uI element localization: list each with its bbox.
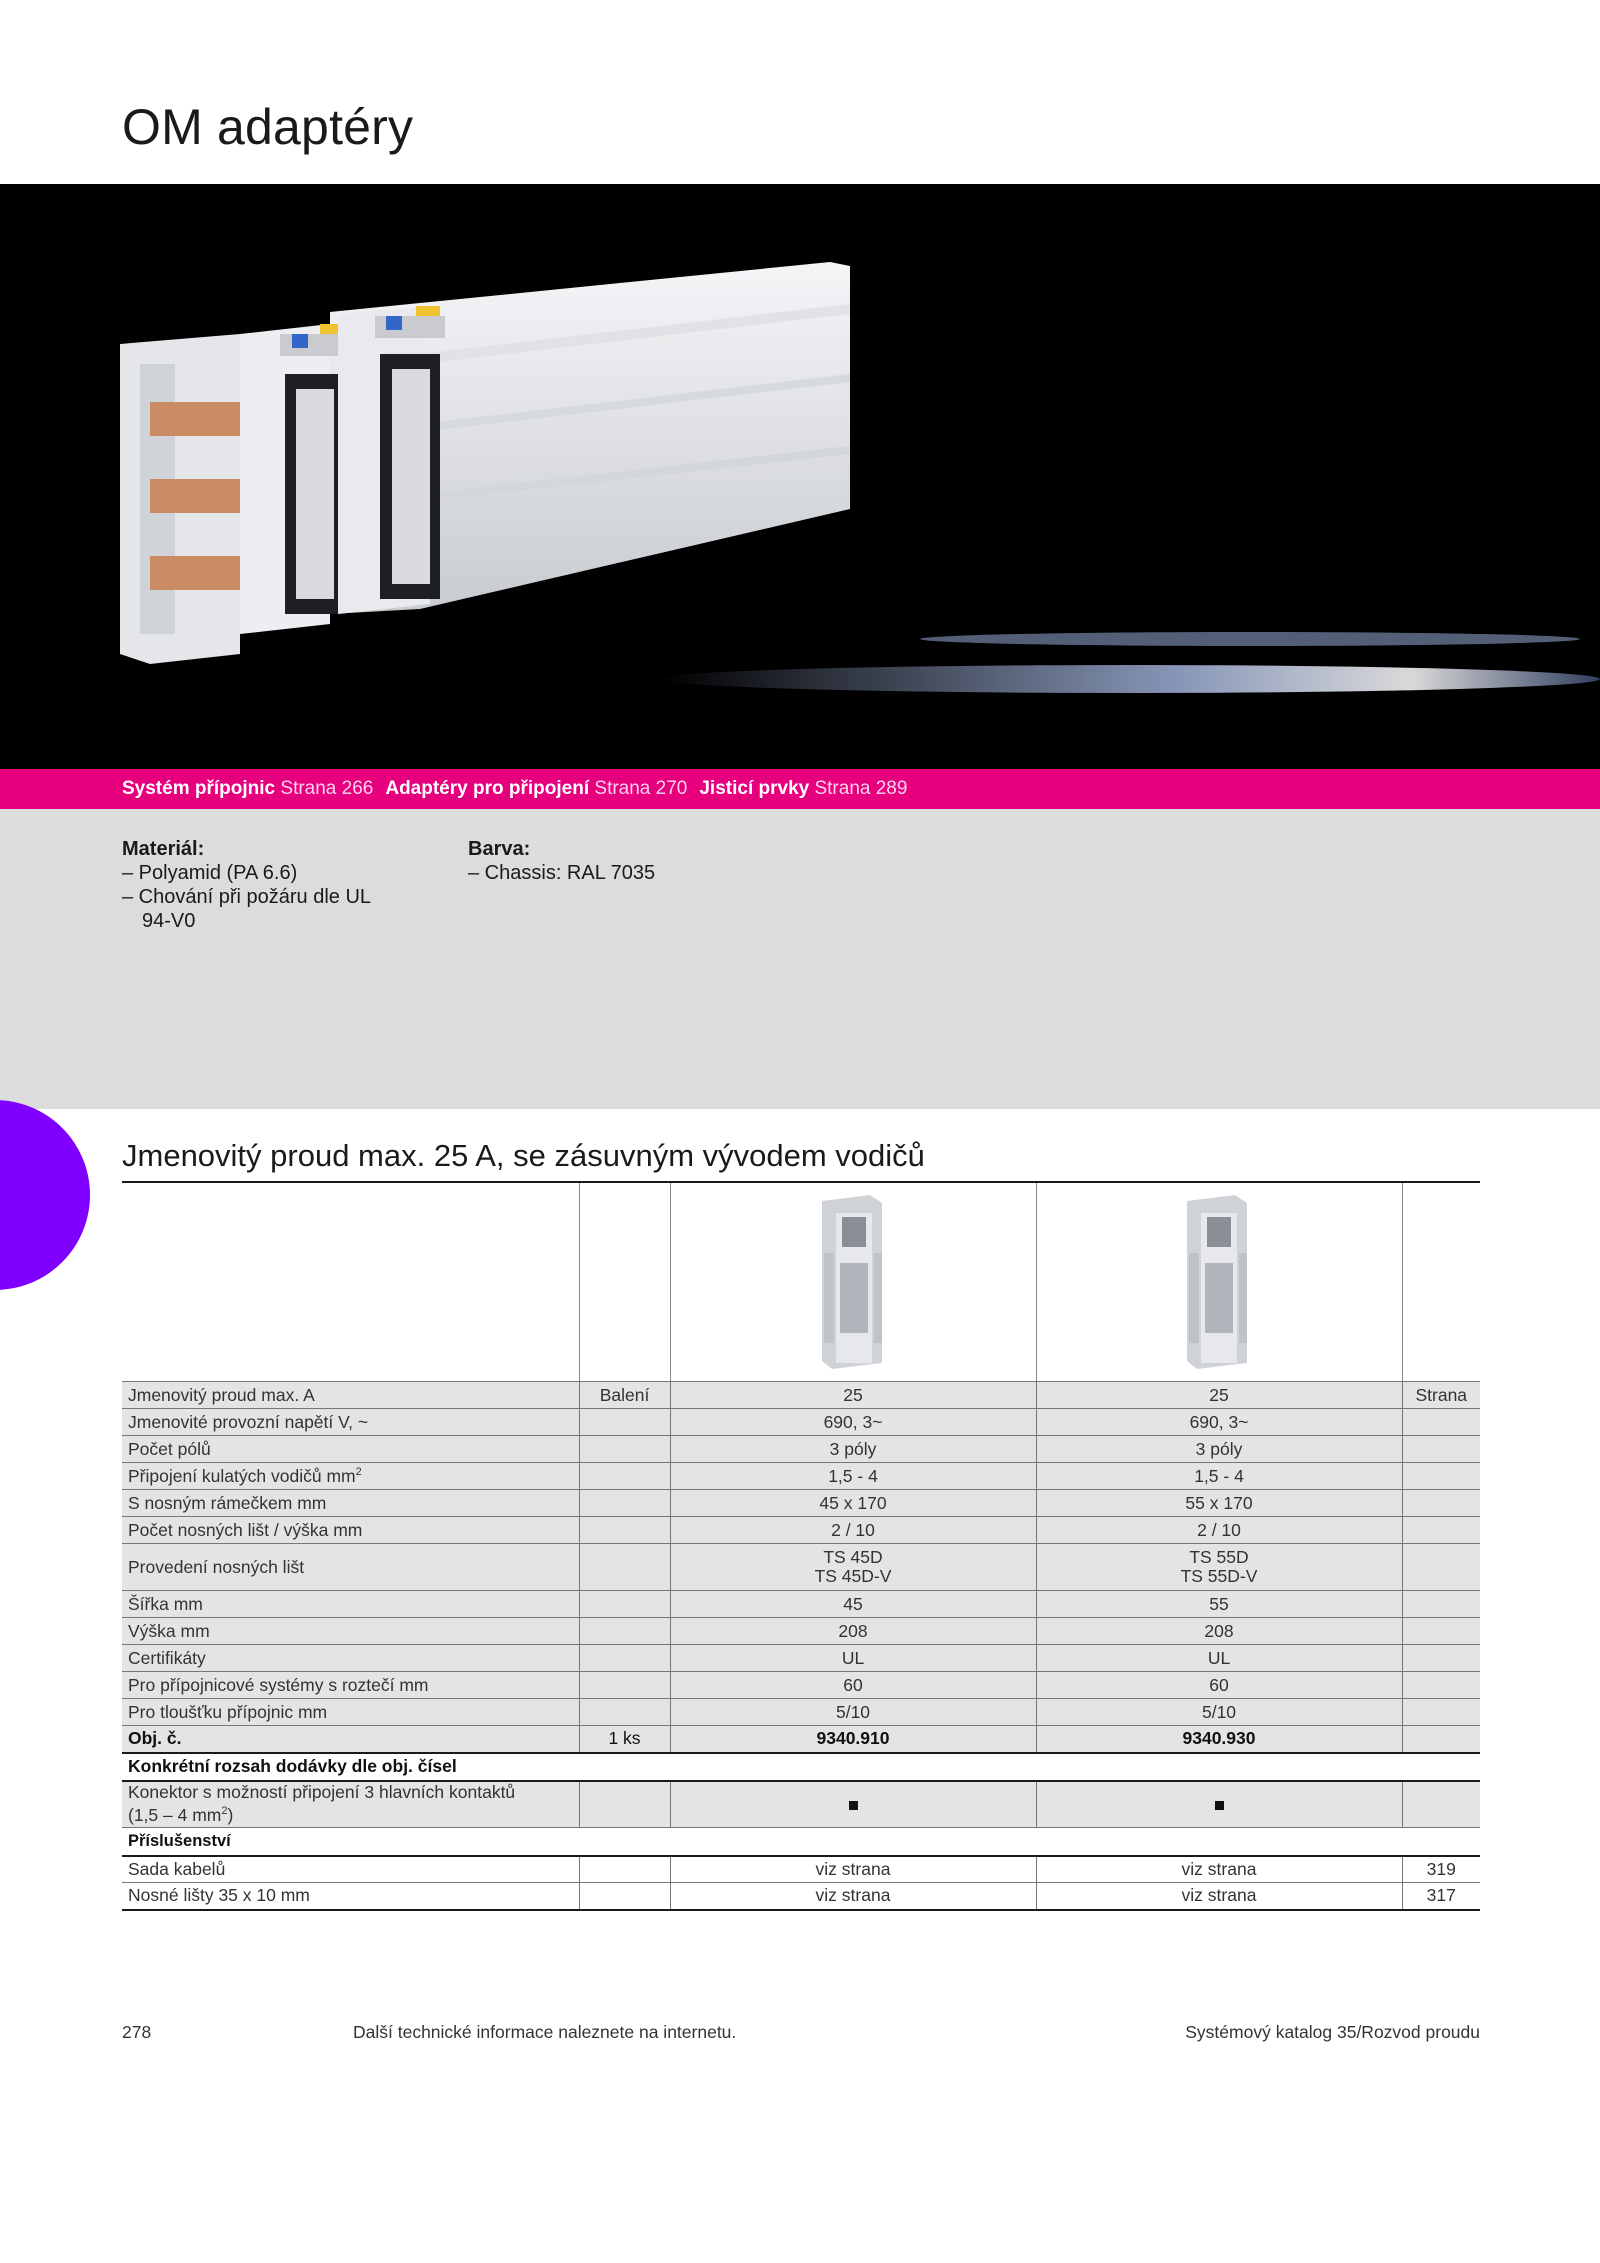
material-item: – Chování při požáru dle UL 94-V0	[122, 886, 371, 932]
table-row	[122, 1883, 1480, 1910]
row-label: S nosným rámečkem mm	[122, 1490, 579, 1517]
row-label	[122, 1781, 579, 1828]
color-heading: Barva:	[468, 838, 531, 860]
page-cell	[1402, 1699, 1480, 1726]
page-cell	[1402, 1726, 1480, 1753]
value-cell: 5/10	[1036, 1699, 1402, 1726]
page-cell	[1402, 1517, 1480, 1544]
value-cell: 208	[670, 1618, 1036, 1645]
row-label-part: (1,5 – 4 mm	[128, 1805, 222, 1826]
value-cell: UL	[670, 1645, 1036, 1672]
included-square-icon	[849, 1801, 858, 1810]
value-cell: 3 póly	[670, 1436, 1036, 1463]
value-cell: 55 x 170	[1036, 1490, 1402, 1517]
value-line: TS 45D	[823, 1547, 883, 1567]
nav-link-label: Adaptéry pro připojení	[385, 778, 590, 799]
value-cell	[670, 1544, 1036, 1591]
value-cell: 45 x 170	[670, 1490, 1036, 1517]
value-cell: 5/10	[670, 1699, 1036, 1726]
value-cell: 2 / 10	[1036, 1517, 1402, 1544]
pack-cell	[579, 1672, 670, 1699]
related-pages-bar	[0, 769, 1600, 809]
pack-cell	[579, 1409, 670, 1436]
value-cell: 2 / 10	[670, 1517, 1036, 1544]
value-line: TS 55D	[1189, 1547, 1249, 1567]
page-cell	[1402, 1409, 1480, 1436]
row-label-text	[128, 1802, 573, 1825]
value-cell: 1,5 - 4	[670, 1463, 1036, 1490]
order-number: 9340.910	[670, 1726, 1036, 1753]
page-cell	[1402, 1591, 1480, 1618]
pack-cell	[579, 1699, 670, 1726]
row-label: Jmenovité provozní napětí V, ~	[122, 1409, 579, 1436]
pack-cell	[579, 1645, 670, 1672]
footer-note: Další technické informace naleznete na internetu.	[353, 2022, 737, 2042]
accessories-heading-row	[122, 1828, 1480, 1856]
product-image-9340910	[812, 1193, 892, 1373]
pack-cell	[579, 1618, 670, 1645]
table-row	[122, 1517, 1480, 1544]
row-label: Certifikáty	[122, 1645, 579, 1672]
pack-cell	[579, 1517, 670, 1544]
row-label-part: )	[227, 1805, 234, 1826]
see-page-link[interactable]: viz strana	[1036, 1883, 1402, 1910]
row-label: Výška mm	[122, 1618, 579, 1645]
value-cell: 25	[1036, 1382, 1402, 1409]
table-row	[122, 1645, 1480, 1672]
value-cell: UL	[1036, 1645, 1402, 1672]
order-number: 9340.930	[1036, 1726, 1402, 1753]
unit-superscript: 2	[355, 1465, 362, 1478]
row-label: Počet nosných lišt / výška mm	[122, 1517, 579, 1544]
pack-cell: 1 ks	[579, 1726, 670, 1753]
row-label-text: Připojení kulatých vodičů mm	[128, 1465, 356, 1486]
page-cell	[1402, 1672, 1480, 1699]
color-column	[468, 837, 768, 885]
value-line: TS 45D-V	[814, 1566, 892, 1586]
page-cell	[1402, 1490, 1480, 1517]
page-cell	[1402, 1618, 1480, 1645]
see-page-link[interactable]: viz strana	[1036, 1856, 1402, 1883]
pack-cell	[579, 1856, 670, 1883]
table-row	[122, 1409, 1480, 1436]
row-label: Pro tloušťku přípojnic mm	[122, 1699, 579, 1726]
nav-link-system-pripojnic[interactable]	[122, 778, 373, 800]
column-divider	[1036, 1183, 1037, 1381]
accessories-heading: Příslušenství	[122, 1828, 1480, 1856]
color-item: – Chassis: RAL 7035	[468, 862, 656, 884]
row-label: Jmenovitý proud max. A	[122, 1382, 579, 1409]
material-item: – Polyamid (PA 6.6)	[122, 862, 298, 884]
pack-cell	[579, 1544, 670, 1591]
table-row	[122, 1490, 1480, 1517]
table-row	[122, 1382, 1480, 1409]
scope-heading: Konkrétní rozsah dodávky dle obj. čísel	[122, 1753, 1480, 1781]
catalog-name: Systémový katalog 35/Rozvod proudu	[1185, 2022, 1480, 2042]
page-cell	[1402, 1544, 1480, 1591]
pack-cell	[579, 1463, 670, 1490]
nav-link-label: Jisticí prvky	[699, 778, 810, 799]
table-row	[122, 1699, 1480, 1726]
pack-cell	[579, 1436, 670, 1463]
table-row	[122, 1544, 1480, 1591]
value-cell: 208	[1036, 1618, 1402, 1645]
value-cell: 690, 3~	[670, 1409, 1036, 1436]
nav-link-adaptery[interactable]	[385, 778, 687, 800]
value-cell: 60	[1036, 1672, 1402, 1699]
nav-link-page: Strana 289	[814, 778, 908, 799]
page-cell: 319	[1402, 1856, 1480, 1883]
product-info-block	[0, 809, 1600, 1109]
nav-link-page: Strana 266	[280, 778, 374, 799]
page-title: OM adaptéry	[122, 99, 414, 155]
page-cell	[1402, 1645, 1480, 1672]
pack-cell	[579, 1591, 670, 1618]
column-divider	[579, 1183, 580, 1381]
table-row	[122, 1591, 1480, 1618]
material-column	[122, 837, 382, 933]
value-cell: 55	[1036, 1591, 1402, 1618]
row-label	[122, 1463, 579, 1490]
row-label: Pro přípojnicové systémy s roztečí mm	[122, 1672, 579, 1699]
scope-heading-row	[122, 1753, 1480, 1781]
material-heading: Materiál:	[122, 838, 205, 860]
row-label: Obj. č.	[122, 1726, 579, 1753]
table-row	[122, 1463, 1480, 1490]
pack-cell: Balení	[579, 1382, 670, 1409]
see-page-link[interactable]: viz strana	[670, 1856, 1036, 1883]
row-label: Sada kabelů	[122, 1856, 579, 1883]
product-image-9340930	[1177, 1193, 1257, 1373]
value-line: TS 55D-V	[1180, 1566, 1258, 1586]
row-label: Nosné lišty 35 x 10 mm	[122, 1883, 579, 1910]
value-cell: 45	[670, 1591, 1036, 1618]
value-cell: 25	[670, 1382, 1036, 1409]
table-row	[122, 1436, 1480, 1463]
order-number-row	[122, 1726, 1480, 1753]
product-image-row	[122, 1183, 1480, 1381]
hero-product-image	[0, 184, 1600, 769]
section-title: Jmenovitý proud max. 25 A, se zásuvným vývodem vodičů	[122, 1138, 925, 1173]
included-square-icon	[1215, 1801, 1224, 1810]
row-label: Počet pólů	[122, 1436, 579, 1463]
row-label: Provedení nosných lišt	[122, 1544, 579, 1591]
value-cell: 60	[670, 1672, 1036, 1699]
page-cell	[1402, 1781, 1480, 1828]
column-divider	[670, 1183, 671, 1381]
value-cell: 1,5 - 4	[1036, 1463, 1402, 1490]
unit-superscript: 2	[221, 1805, 228, 1818]
table-row	[122, 1618, 1480, 1645]
column-divider	[1402, 1183, 1403, 1381]
nav-link-label: Systém přípojnic	[122, 778, 276, 799]
row-label-text: Konektor s možností připojení 3 hlavních kontaktů	[128, 1782, 516, 1803]
value-cell: 3 póly	[1036, 1436, 1402, 1463]
page-cell	[1402, 1463, 1480, 1490]
nav-link-jistici-prvky[interactable]	[699, 778, 907, 800]
value-cell: 690, 3~	[1036, 1409, 1402, 1436]
table-row	[122, 1781, 1480, 1828]
included-marker-cell	[670, 1781, 1036, 1828]
nav-link-page: Strana 270	[594, 778, 688, 799]
table-row	[122, 1856, 1480, 1883]
table-row	[122, 1672, 1480, 1699]
spec-table	[122, 1381, 1480, 1911]
page-cell: 317	[1402, 1883, 1480, 1910]
value-cell	[1036, 1544, 1402, 1591]
row-label: Šířka mm	[122, 1591, 579, 1618]
pack-cell	[579, 1883, 670, 1910]
section-marker-circle	[0, 1100, 90, 1290]
pack-cell	[579, 1490, 670, 1517]
pack-cell	[579, 1781, 670, 1828]
included-marker-cell	[1036, 1781, 1402, 1828]
page-cell	[1402, 1436, 1480, 1463]
page-cell: Strana	[1402, 1382, 1480, 1409]
page-number: 278	[122, 2022, 152, 2042]
see-page-link[interactable]: viz strana	[670, 1883, 1036, 1910]
